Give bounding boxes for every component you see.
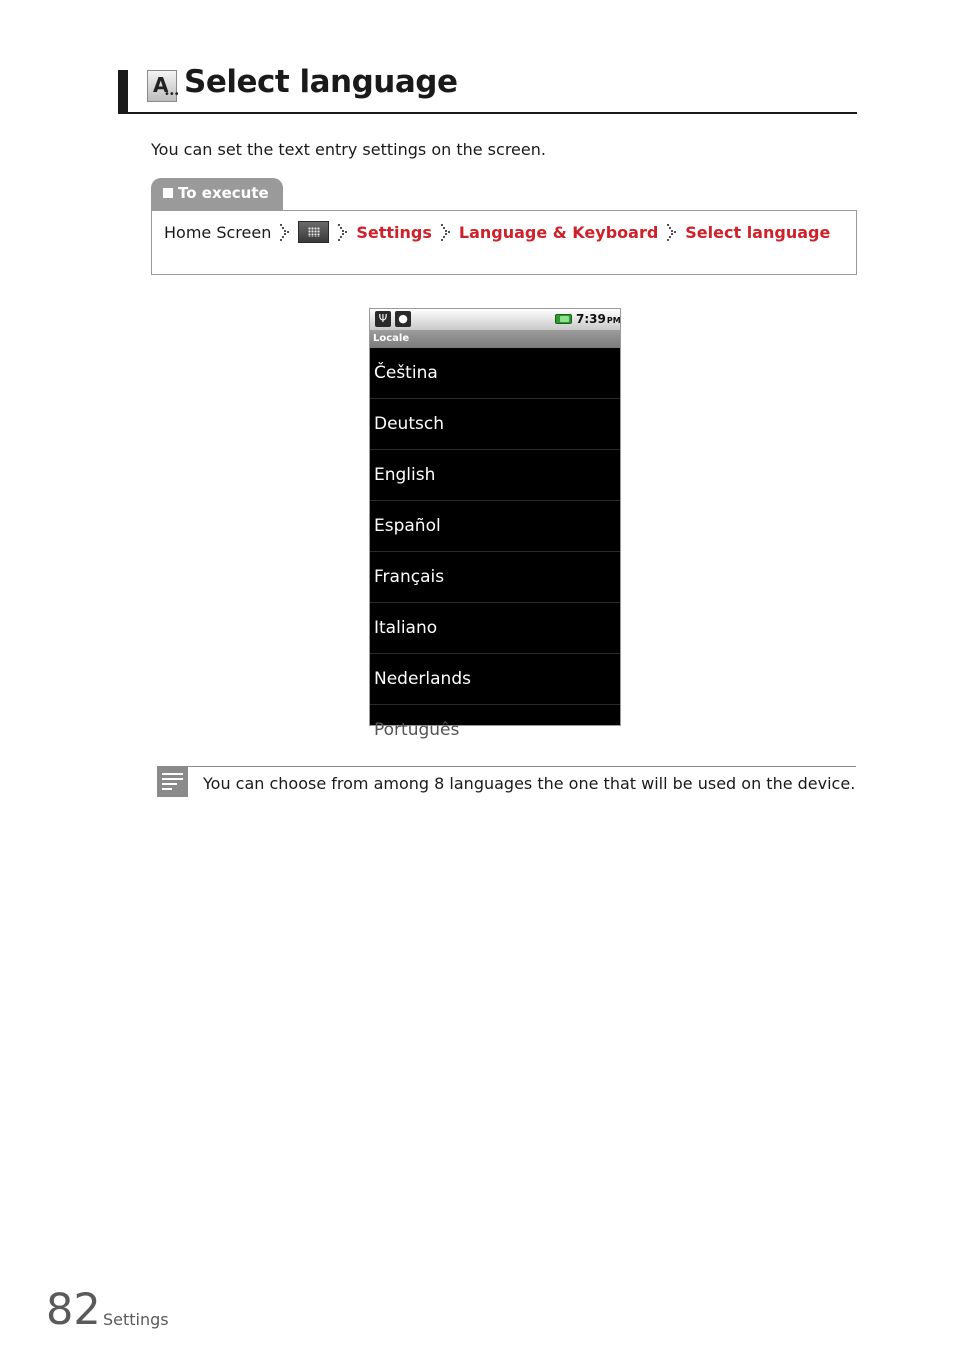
screen-title: Locale [370, 330, 620, 348]
page-number: 82 [46, 1285, 101, 1335]
square-bullet-icon [163, 188, 173, 198]
clock-time: 7:39 [576, 312, 606, 326]
title-divider [118, 112, 857, 114]
arrow-separator-icon [664, 222, 678, 242]
section-name: Settings [103, 1310, 169, 1329]
locale-item-francais[interactable]: Français [370, 552, 620, 603]
arrow-separator-icon [277, 222, 291, 242]
arrow-separator-icon [438, 222, 452, 242]
android-icon: ● [395, 311, 411, 327]
arrow-separator-icon [335, 222, 349, 242]
locale-item-nederlands[interactable]: Nederlands [370, 654, 620, 705]
note-text: You can choose from among 8 languages the one that will be used on the device. [203, 774, 856, 793]
locale-item-deutsch[interactable]: Deutsch [370, 399, 620, 450]
icon-dots: ••• [164, 89, 179, 100]
execute-path [164, 218, 830, 246]
title-accent-bar [118, 70, 128, 114]
to-execute-label: To execute [178, 184, 269, 202]
locale-item-italiano[interactable]: Italiano [370, 603, 620, 654]
clock-ampm: PM [606, 316, 621, 325]
note-divider [157, 766, 856, 767]
locale-item-espanol[interactable]: Español [370, 501, 620, 552]
battery-charging-icon [555, 314, 572, 324]
step-home-screen: Home Screen [164, 222, 272, 242]
icon-glyph: A [153, 73, 169, 97]
locale-item-portugues[interactable]: Português [374, 720, 460, 740]
locale-item-cestina[interactable]: Čeština [370, 348, 620, 399]
step-language-keyboard: Language & Keyboard [458, 222, 659, 242]
step-select-language: Select language [685, 222, 831, 242]
step-settings: Settings [356, 222, 432, 242]
usb-icon: Ψ [375, 311, 391, 327]
note-icon [157, 766, 188, 797]
app-grid-icon [298, 221, 329, 243]
page-title: Select language [184, 64, 458, 100]
status-bar [370, 309, 620, 330]
locale-list [370, 348, 620, 740]
intro-text: You can set the text entry settings on the screen. [151, 140, 546, 159]
locale-item-english[interactable]: English [370, 450, 620, 501]
phone-screenshot [369, 308, 621, 740]
status-clock [576, 312, 621, 326]
to-execute-tab [151, 178, 283, 211]
keyboard-a-icon [147, 70, 177, 102]
